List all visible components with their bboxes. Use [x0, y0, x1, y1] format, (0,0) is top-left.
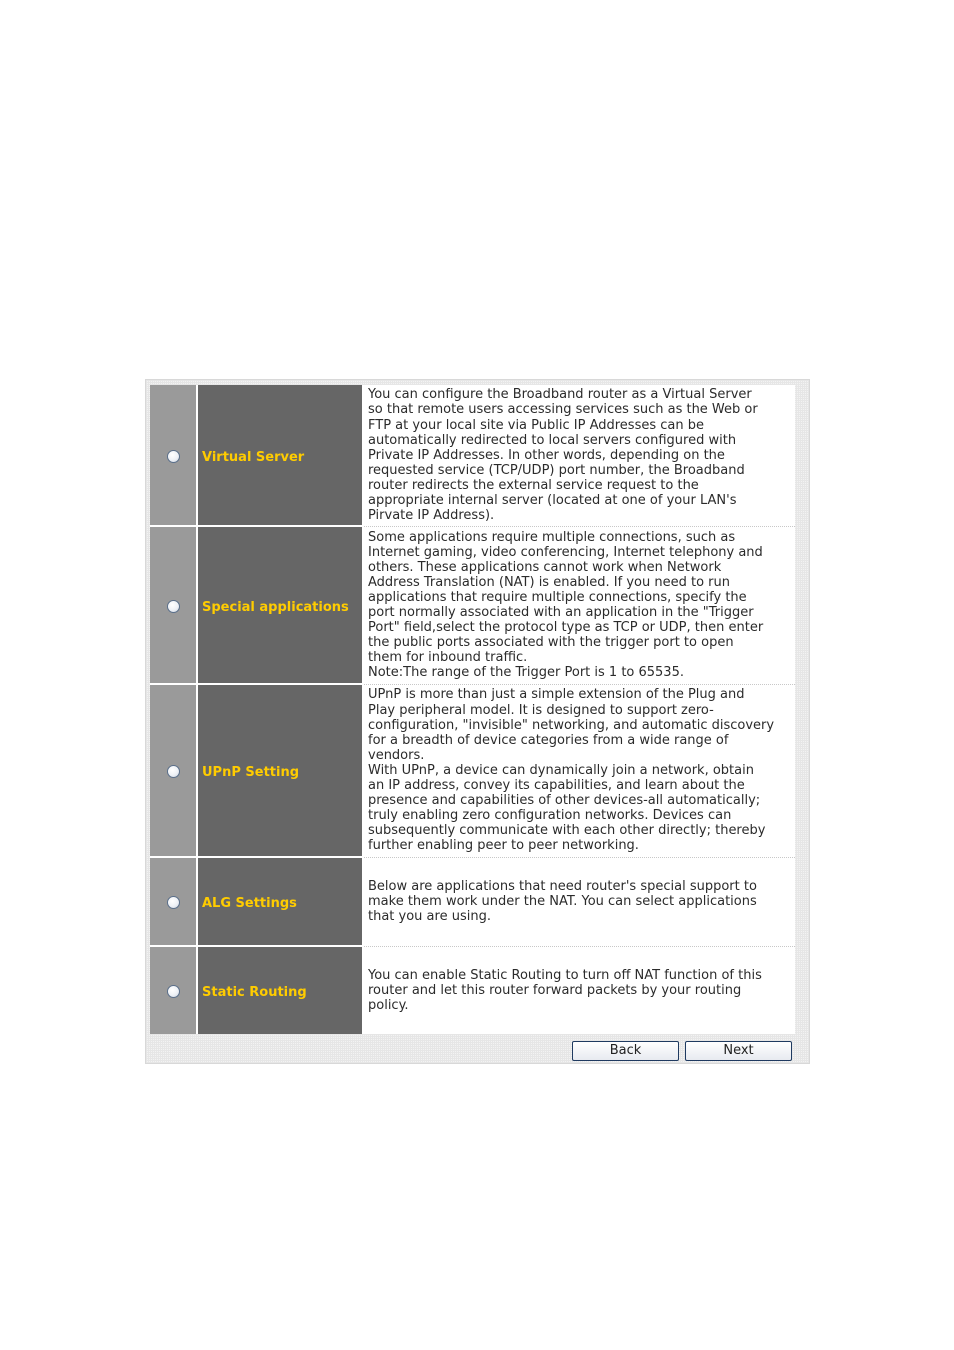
- nat-options-table: [150, 385, 795, 1034]
- radio-virtual-server[interactable]: [167, 450, 180, 463]
- back-button[interactable]: Back: [572, 1041, 679, 1061]
- radio-special-applications[interactable]: [167, 600, 180, 613]
- option-label-static-routing: Static Routing: [202, 985, 307, 1000]
- option-description-special-applications: Some applications require multiple connections, such as Internet gaming, video conferencing, Internet telephony and others. These applications cannot work when Network Address Translation (NAT) is enabled. If you need to run applications that require multiple connections, specify the port normally associated with an application in the "Trigger Port" field,select the protocol type as TCP or UDP, then enter the public ports associated with the trigger port to open them for inbound traffic. Note:The range of the Trigger Port is 1 to 65535.: [363, 526, 795, 684]
- option-description-alg-settings: Below are applications that need router's special support to make them work under the NAT. You can select applications that you are using.: [363, 857, 795, 946]
- option-label-alg-settings: ALG Settings: [202, 896, 297, 911]
- option-row-static-routing: [150, 946, 795, 1034]
- nat-wizard-panel: [145, 379, 810, 1064]
- option-row-upnp-setting: [150, 684, 795, 857]
- radio-static-routing[interactable]: [167, 985, 180, 998]
- next-button[interactable]: Next: [685, 1041, 792, 1061]
- option-row-alg-settings: [150, 857, 795, 946]
- option-description-upnp-setting: UPnP is more than just a simple extension of the Plug and Play peripheral model. It is designed to support zero- configuration, "invisible" networking, and automatic discovery for a breadth of device categories from a wide range of vendors. With UPnP, a device can dynamically join a network, obtain an IP address, convey its capabilities, and learn about the presence and capabilities of other devices-all automatically; truly enabling zero configuration networks. Devices can subsequently communicate with each other directly; thereby further enabling peer to peer networking.: [363, 684, 795, 857]
- option-label-upnp-setting: UPnP Setting: [202, 765, 300, 780]
- option-description-static-routing: You can enable Static Routing to turn off NAT function of this router and let this router forward packets by your routing policy.: [363, 946, 795, 1034]
- option-row-special-applications: [150, 526, 795, 684]
- radio-upnp-setting[interactable]: [167, 765, 180, 778]
- option-row-virtual-server: [150, 385, 795, 526]
- option-label-virtual-server: Virtual Server: [202, 449, 305, 465]
- option-description-virtual-server: You can configure the Broadband router as a Virtual Server so that remote users accessing services such as the Web or FTP at your local site via Public IP Addresses can be automatically redirected to local servers configured with Private IP Addresses. In other words, depending on the requested service (TCP/UDP) port number, the Broadband router redirects the external service request to the appropriate internal server (located at one of your LAN's Pirvate IP Address).: [363, 385, 795, 526]
- option-label-special-applications: Special applications: [202, 599, 349, 615]
- radio-alg-settings[interactable]: [167, 896, 180, 909]
